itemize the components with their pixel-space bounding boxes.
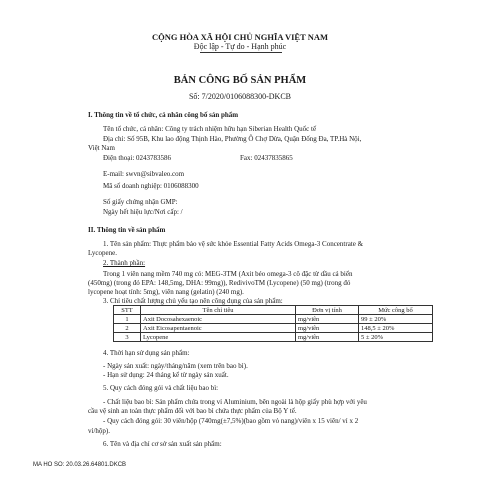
address-line-1: Địa chỉ: Số 95B, Khu lao động Thịnh Hào, Phường Ô Chợ Dừa, Quận Đống Đa, TP.Hà Nội, — [103, 135, 362, 143]
table-header-cell: Đơn vị tính — [296, 306, 359, 315]
gmp-certificate: Số giấy chứng nhận GMP: — [103, 198, 178, 206]
manufacturer-label: 6. Tên và địa chỉ cơ sở sản xuất sản phẩm: — [103, 440, 222, 448]
motto: Độc lập - Tự do - Hạnh phúc — [193, 42, 287, 51]
table-row — [114, 315, 433, 324]
ingredients-line-2: (450mg) (trong đó EPA: 148,5mg, DHA: 99mg)), RedivivoTM (Lycopene) (50 mg) (trong đó — [88, 279, 351, 287]
shelf-life-label: 4. Thời hạn sử dụng sản phẩm: — [103, 349, 190, 357]
manufacture-date: - Ngày sản xuất: ngày/tháng/năm (xem trên bao bì). — [103, 362, 248, 370]
section-2-heading: II. Thông tin về sản phẩm — [88, 226, 166, 234]
packaging-label: 5. Quy cách đóng gói và chất liệu bao bì: — [103, 384, 219, 392]
expiry-date: - Hạn sử dụng: 24 tháng kể từ ngày sản xuất. — [103, 371, 229, 379]
nation-header: CỘNG HÒA XÃ HỘI CHỦ NGHĨA VIỆT NAM — [151, 32, 329, 42]
packaging-spec-line-2: vỉ/hộp). — [88, 427, 110, 435]
table-header-cell: Tên chỉ tiêu — [141, 306, 296, 315]
table-header-cell: Mức công bố — [359, 306, 433, 315]
ingredients-line-1: Trong 1 viên nang mềm 740 mg có: MEG-3TM (Axit béo omega-3 cô đặc từ dầu cá biển — [103, 270, 353, 278]
table-header-cell: STT — [114, 306, 141, 315]
document-number: Số: 7/2020/0106088300-DKCB — [188, 92, 291, 101]
table-cell: 3 — [114, 333, 141, 342]
quality-indicators-label: 3. Chỉ tiêu chất lượng chủ yếu tạo nên công dụng của sản phẩm: — [103, 297, 283, 305]
footer-file-code: MA HO SO: 20.03.26.64801.DKCB — [33, 462, 127, 468]
expiry-issuer: Ngày hết hiệu lực/Nơi cấp: / — [103, 208, 183, 216]
table-cell: 148,5 ± 20% — [359, 324, 433, 333]
table-cell: Axit Docosahexaenoic — [141, 315, 296, 324]
fax: Fax: 02437835865 — [240, 154, 293, 162]
phone: Điện thoại: 0243783586 — [103, 154, 172, 162]
packaging-spec-line-1: - Quy cách đóng gói: 30 viên/hộp (740mg(±7,5%)(bao gồm vỏ nang)/viên x 15 viên/ vỉ x 2 — [103, 417, 359, 425]
section-1-heading: I. Thông tin về tổ chức, cá nhân công bố sản phẩm — [88, 111, 239, 119]
product-name-line-1: 1. Tên sản phẩm: Thực phẩm bảo vệ sức khỏe Essential Fatty Acids Omega-3 Concentrate & — [103, 240, 364, 248]
table-header-row — [114, 306, 433, 315]
document-title: BẢN CÔNG BỐ SẢN PHẨM — [173, 75, 307, 86]
table-cell: 5 ± 20% — [359, 333, 433, 342]
table-cell: mg/viên — [296, 333, 359, 342]
table-cell: Lycopene — [141, 333, 296, 342]
packaging-material-line-2: cầu vệ sinh an toàn thực phẩm đối với bao bì chứa thực phẩm của Bộ Y tế. — [88, 407, 297, 415]
org-name: Tên tổ chức, cá nhân: Công ty trách nhiệm hữu hạn Siberian Health Quốc tế — [103, 125, 317, 133]
quality-indicators-table — [113, 305, 433, 342]
ingredients-label: 2. Thành phần: — [103, 259, 146, 267]
table-cell: mg/viên — [296, 324, 359, 333]
tax-code: Mã số doanh nghiệp: 0106088300 — [103, 182, 199, 190]
product-name-line-2: Lycopene. — [88, 249, 117, 257]
table-cell: Axit Eicosapentaenoic — [141, 324, 296, 333]
table-cell: mg/viên — [296, 315, 359, 324]
table-row — [114, 333, 433, 342]
table-row — [114, 324, 433, 333]
table-cell: 99 ± 20% — [359, 315, 433, 324]
table-cell: 2 — [114, 324, 141, 333]
email: E-mail: swvn@sibvaleo.com — [103, 170, 185, 178]
table-cell: 1 — [114, 315, 141, 324]
packaging-material-line-1: - Chất liệu bao bì: Sản phẩm chứa trong vỉ Aluminium, bên ngoài là hộp giấy phù hợp với yêu — [103, 398, 367, 406]
ingredients-line-3: lycopene hoạt tính: 5mg), viên nang (gelatin) (240 mg). — [88, 288, 244, 296]
address-line-2: Việt Nam — [88, 144, 115, 152]
motto-underline — [200, 52, 282, 53]
